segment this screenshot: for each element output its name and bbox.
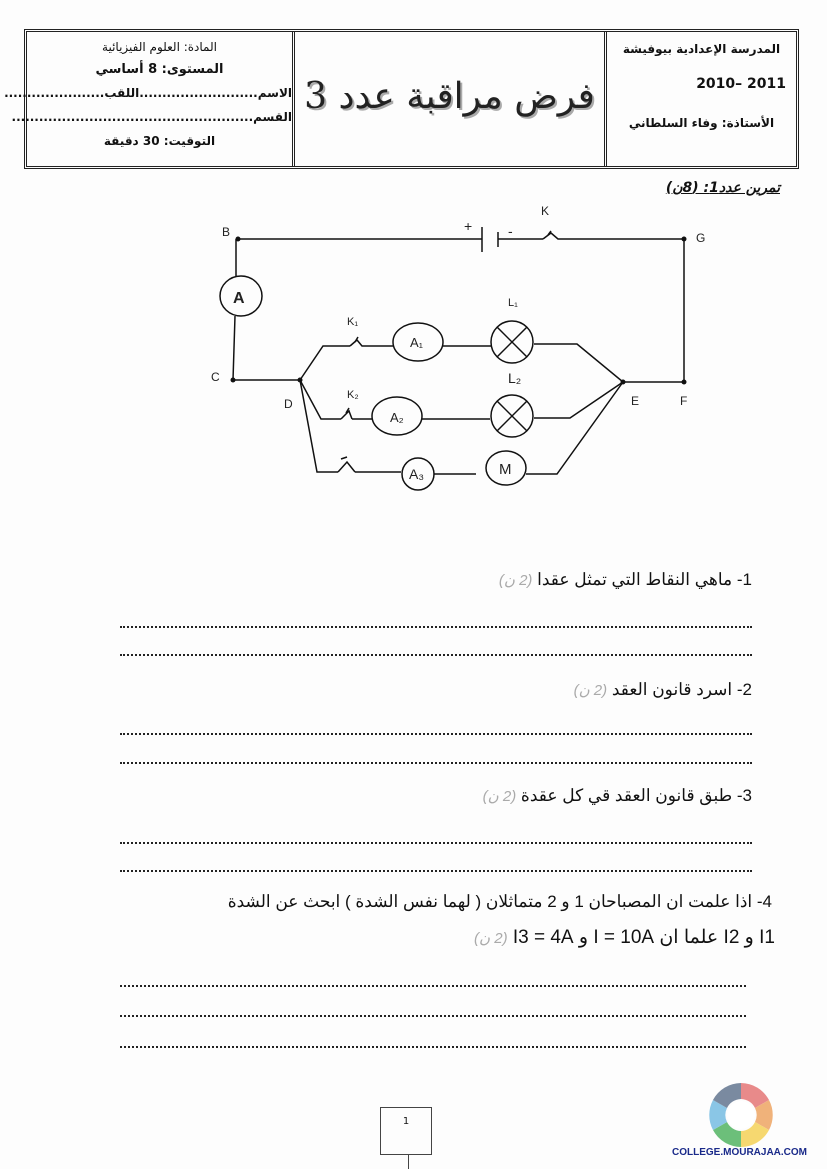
answer-line[interactable] bbox=[120, 1046, 746, 1050]
answer-line[interactable] bbox=[120, 626, 752, 630]
school-year: 2010– 2011 bbox=[696, 76, 786, 92]
question-2-mark: (2 ن) bbox=[573, 682, 608, 699]
page-number-box bbox=[380, 1107, 432, 1155]
switch-k2-label: K₂ bbox=[347, 389, 359, 401]
duration-label: التوقيت: 30 دقيقة bbox=[103, 134, 216, 148]
question-3-mark: (2 ن) bbox=[482, 788, 517, 805]
switch-k-label: K bbox=[541, 204, 550, 218]
switch-k1-label: K₁ bbox=[347, 316, 359, 328]
answer-line[interactable] bbox=[120, 842, 752, 846]
subject-label: المادة: العلوم الفيزيائية bbox=[102, 40, 217, 54]
level-label: المستوى: 8 أساسي bbox=[95, 62, 224, 77]
node-e-label: E bbox=[631, 394, 640, 408]
question-1-mark: (2 ن) bbox=[498, 572, 533, 589]
ammeter-a2-label: A₂ bbox=[390, 410, 404, 425]
answer-line[interactable] bbox=[120, 985, 746, 989]
teacher-name: الأستاذة: وفاء السلطاني bbox=[628, 116, 775, 130]
site-logo-icon bbox=[686, 1070, 796, 1150]
question-1-text: 1- ماهي النقاط التي تمثل عقدا bbox=[537, 570, 752, 589]
question-1 bbox=[499, 570, 752, 590]
name-field[interactable]: الاسم..........................اللقب...................... bbox=[4, 86, 292, 100]
node-f-label: F bbox=[680, 394, 688, 408]
circuit-diagram bbox=[0, 0, 827, 520]
node-d-label: D bbox=[284, 397, 293, 411]
lamp-l2-label: L₂ bbox=[508, 370, 522, 386]
answer-line[interactable] bbox=[120, 1015, 746, 1019]
school-name: المدرسة الإعدادية بيوفيشة bbox=[622, 42, 781, 56]
question-2 bbox=[574, 680, 752, 700]
ammeter-a3-label: A₃ bbox=[409, 466, 425, 482]
question-4-text: 4- اذا علمت ان المصباحان 1 و 2 متماثلان ( لهما نفس الشدة ) ابحث عن الشدة bbox=[227, 892, 772, 911]
page-box-stem bbox=[408, 1155, 409, 1169]
node-g-label: G bbox=[696, 231, 706, 245]
answer-line[interactable] bbox=[120, 762, 752, 766]
class-field[interactable]: القسم..................................................... bbox=[11, 110, 292, 124]
question-4-given: I1 و I2 علما ان I = 10A و I3 = 4A bbox=[512, 927, 775, 948]
question-4-line2 bbox=[474, 926, 775, 949]
battery-minus-label: - bbox=[508, 223, 513, 239]
ammeter-a1-label: A₁ bbox=[410, 335, 424, 350]
page-number: 1 bbox=[402, 1116, 410, 1127]
answer-line[interactable] bbox=[120, 870, 752, 874]
ammeter-a-label: A bbox=[233, 290, 245, 307]
exercise-title: تمرين عدد1: (8ن) bbox=[665, 180, 780, 196]
question-3-text: 3- طبق قانون العقد قي كل عقدة bbox=[520, 786, 752, 805]
site-url: COLLEGE.MOURAJAA.COM bbox=[672, 1147, 807, 1158]
motor-m-label: M bbox=[499, 461, 512, 478]
question-2-text: 2- اسرد قانون العقد bbox=[611, 680, 752, 699]
question-3 bbox=[483, 786, 752, 806]
lamp-l1-label: L₁ bbox=[508, 297, 518, 309]
question-4 bbox=[228, 892, 772, 912]
answer-line[interactable] bbox=[120, 733, 752, 737]
node-c-label: C bbox=[211, 370, 220, 384]
node-b-label: B bbox=[222, 225, 231, 239]
battery-plus-label: + bbox=[464, 218, 473, 234]
answer-line[interactable] bbox=[120, 654, 752, 658]
exam-title: فرض مراقبة عدد 3 bbox=[304, 76, 595, 117]
question-4-mark: (2 ن) bbox=[474, 930, 508, 947]
